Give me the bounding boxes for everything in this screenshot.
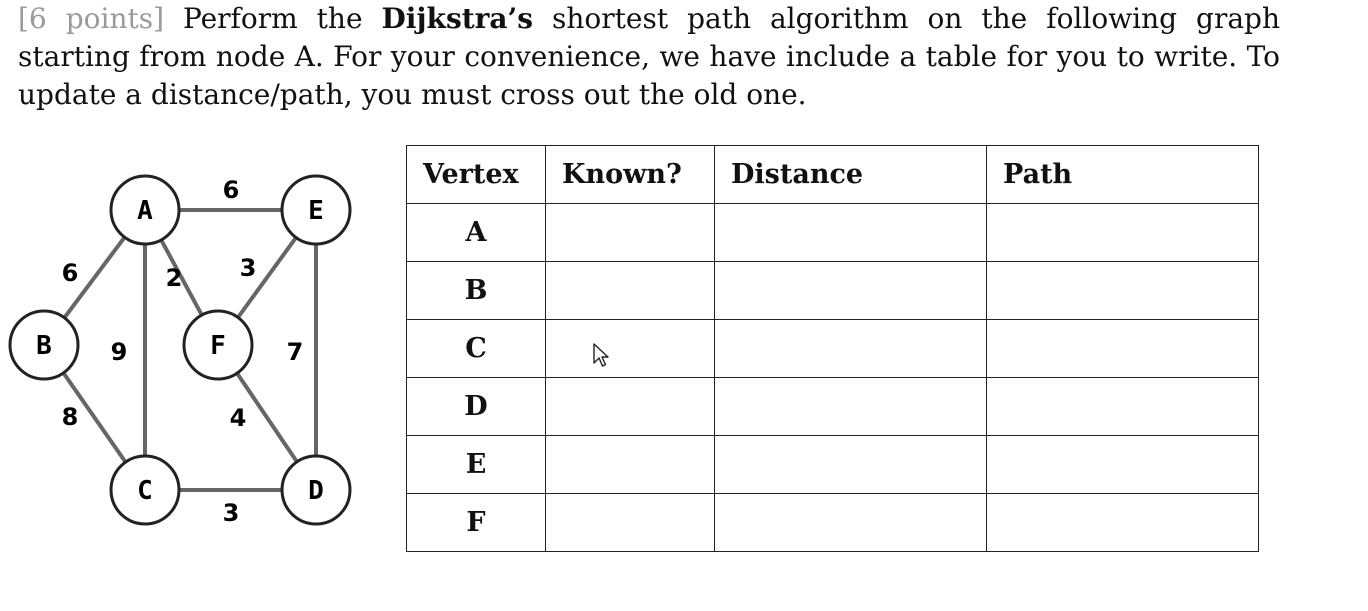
table-row xyxy=(407,378,1259,436)
vertex-cell: C xyxy=(407,320,546,378)
weight-e-f: 3 xyxy=(239,254,257,282)
dijkstra-table-grid xyxy=(406,145,1259,552)
distance-cell[interactable] xyxy=(715,494,987,552)
graph-diagram xyxy=(0,150,380,550)
vertex-cell: D xyxy=(407,378,546,436)
path-cell[interactable] xyxy=(987,436,1259,494)
path-cell[interactable] xyxy=(987,378,1259,436)
node-c-label: C xyxy=(137,476,153,506)
weight-a-c: 9 xyxy=(110,338,128,366)
points-label: [6 points] xyxy=(18,2,165,35)
node-f xyxy=(184,311,252,379)
path-cell[interactable] xyxy=(987,262,1259,320)
node-c xyxy=(111,456,179,524)
table-row xyxy=(407,436,1259,494)
path-cell[interactable] xyxy=(987,320,1259,378)
path-cell[interactable] xyxy=(987,494,1259,552)
mouse-cursor-icon xyxy=(593,343,611,369)
known-cell[interactable] xyxy=(546,204,715,262)
path-cell[interactable] xyxy=(987,204,1259,262)
weight-e-d: 7 xyxy=(286,338,304,366)
vertex-cell: F xyxy=(407,494,546,552)
node-d-label: D xyxy=(308,476,324,506)
known-cell[interactable] xyxy=(546,378,715,436)
header-vertex: Vertex xyxy=(407,146,546,204)
graph-edges xyxy=(44,210,316,490)
distance-cell[interactable] xyxy=(715,204,987,262)
node-d xyxy=(282,456,350,524)
known-cell[interactable] xyxy=(546,320,715,378)
header-known: Known? xyxy=(546,146,715,204)
header-distance: Distance xyxy=(715,146,987,204)
weight-a-b: 6 xyxy=(61,259,79,287)
table-row xyxy=(407,494,1259,552)
distance-cell[interactable] xyxy=(715,262,987,320)
known-cell[interactable] xyxy=(546,494,715,552)
prompt-text-post: shortest path algorithm on the following graph starting from node A. For your convenience, we have include a table for you to write. To update a distance/path, you must cross out the old one. xyxy=(18,2,1281,111)
dijkstra-table xyxy=(406,145,1259,552)
distance-cell[interactable] xyxy=(715,320,987,378)
prompt-text-pre: Perform the xyxy=(164,2,382,35)
node-f-label: F xyxy=(210,331,226,361)
weight-a-f: 2 xyxy=(165,264,183,292)
vertex-cell: A xyxy=(407,204,546,262)
distance-cell[interactable] xyxy=(715,436,987,494)
node-a-label: A xyxy=(137,196,153,226)
table-row xyxy=(407,320,1259,378)
node-e xyxy=(282,176,350,244)
prompt-algorithm-name: Dijkstra’s xyxy=(381,2,534,35)
weight-b-c: 8 xyxy=(61,403,79,431)
weight-f-d: 4 xyxy=(229,404,247,432)
vertex-cell: E xyxy=(407,436,546,494)
table-row xyxy=(407,204,1259,262)
table-header-row xyxy=(407,146,1259,204)
table-row xyxy=(407,262,1259,320)
distance-cell[interactable] xyxy=(715,378,987,436)
node-b-label: B xyxy=(36,331,52,361)
question-prompt xyxy=(18,0,1280,114)
vertex-cell: B xyxy=(407,262,546,320)
edge-weights xyxy=(62,176,304,527)
known-cell[interactable] xyxy=(546,262,715,320)
weight-c-d: 3 xyxy=(222,499,240,527)
node-e-label: E xyxy=(308,196,324,226)
node-b xyxy=(10,311,78,379)
known-cell[interactable] xyxy=(546,436,715,494)
weight-a-e: 6 xyxy=(222,176,240,204)
node-a xyxy=(111,176,179,244)
header-path: Path xyxy=(987,146,1259,204)
